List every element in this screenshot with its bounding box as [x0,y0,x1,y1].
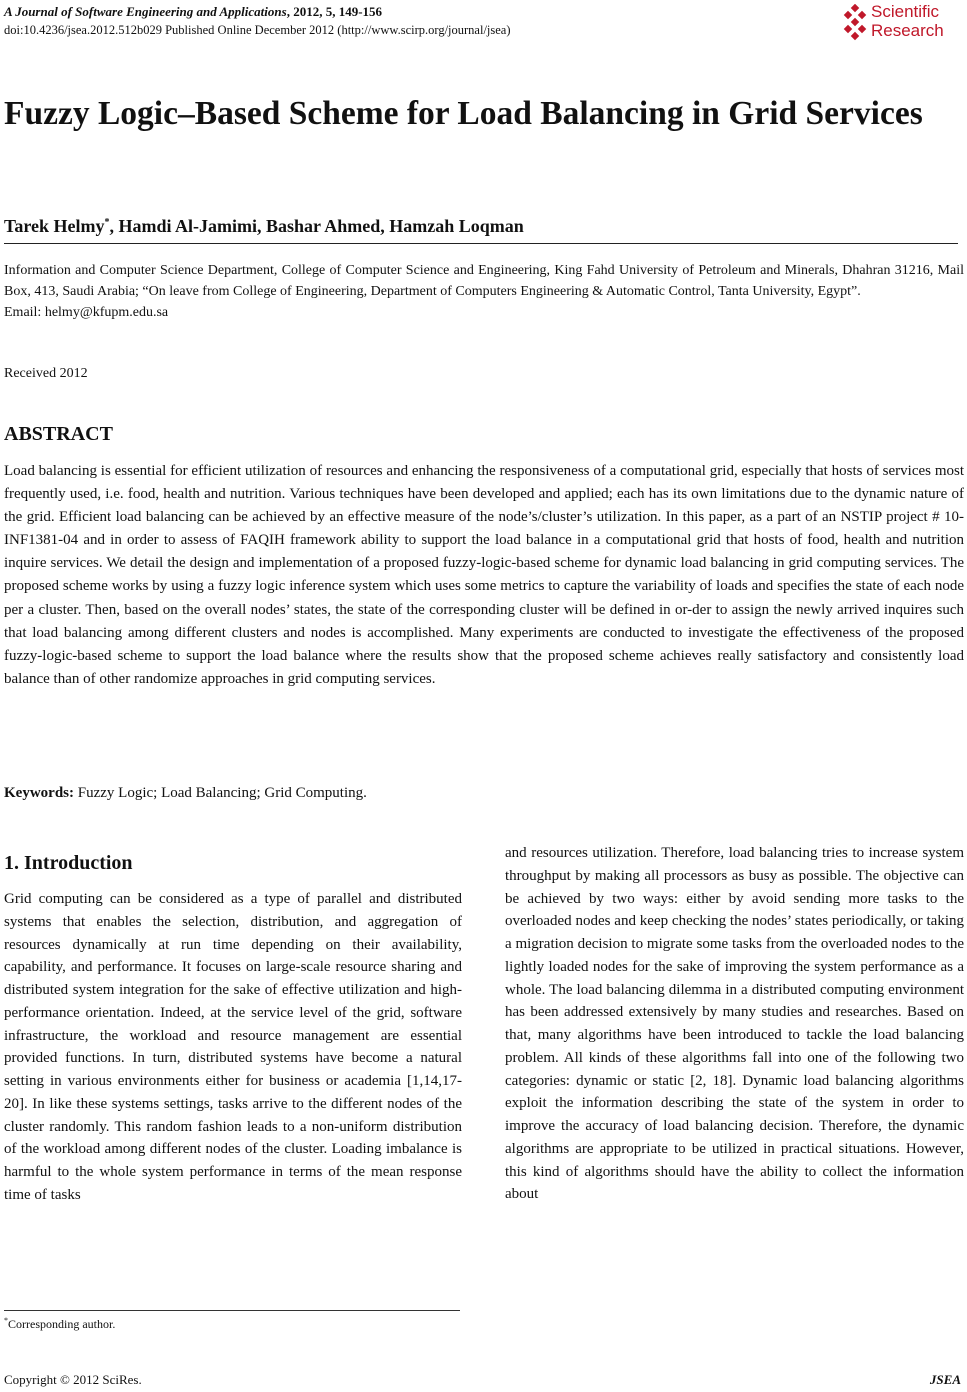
author-email: Email: helmy@kfupm.edu.sa [4,305,169,320]
footnote-mark: * [4,1316,8,1325]
section-heading-introduction: 1. Introduction [4,852,133,874]
received-date: Received 2012 [4,366,88,381]
intro-column-left: Grid computing can be considered as a type of parallel and distributed systems that enables the selection, distribution, and aggregation of resources dynamically at run time depending on their availability, capability, and performance. It focuses on large-scale resource sharing and distributed system integration for the sake of effective utilization and high-performance orientation. Indeed, at the service level of the grid, software infrastructure, the workload and resource management are essential provided functions. In turn, distributed systems have become a natural setting in various environments either for business or academia [1,14,17-20]. In like these systems settings, tasks arrive to the different nodes of the cluster randomly. This random fashion leads to a non-uniform distribution of the workload among different nodes of the cluster. Loading imbalance is harmful to the whole system performance in terms of the mean response time of tasks [4,891,462,1203]
journal-abbrev: JSEA [929,1372,961,1387]
footnote [4,1316,115,1332]
first-author: Tarek Helmy [4,216,105,236]
keywords-label: Keywords: [4,785,74,801]
author-list [4,216,524,237]
journal-citation [4,4,382,20]
footnote-divider [4,1310,460,1311]
title-divider [4,243,958,244]
publisher-logo [841,2,963,46]
affiliation [4,260,964,323]
abstract-text: Load balancing is essential for efficient utilization of resources and enhancing the responsiveness of a computational grid, especially that hosts of services most frequently used, i.e. food, health and nutrition. Various techniques have been developed and applied; each has its own limitations due to the dynamic nature of the grid. Efficient load balancing can be achieved by an effective measure of the node’s/cluster’s utilization. In this paper, as a part of an NSTIP project # 10-INF1381-04 and in order to assess of FAQIH framework ability to support the load balance in a computational grid that hosts of food, health and nutrition inquire services. We detail the design and implementation of a proposed fuzzy-logic-based scheme for dynamic load balancing in grid computing services. The proposed scheme works by using a fuzzy logic inference system which uses some metrics to capture the variability of loads and specifies the state of each node per a cluster. Then, based on the overall nodes’ states, the state of the corresponding cluster will be defined in or-der to assign the newly arrived inquires such that load balancing among different clusters and nodes is accomplished. Many experiments are conducted to investigate the effectiveness of the proposed fuzzy-logic-based scheme to support the load balance where the results show that the proposed scheme achieves really satisfactory and consistently load balance than of other randomize approaches in grid computing services. [4,463,964,687]
affiliation-text: Information and Computer Science Department, College of Computer Science and Engineering, King Fahd University of Petroleum and Minerals, Dhahran 31216, Mail Box, 413, Saudi Arabia; “On leave from College of Engineering, Department of Computers Engineering & Automatic Control, Tanta University, Egypt”. [4,263,964,299]
journal-name: A Journal of Software Engineering and Applications [4,4,287,19]
abstract [4,460,964,691]
publisher-name: Scientific Research [871,2,944,40]
doi-line: doi:10.4236/jsea.2012.512b029 Published Online December 2012 (http://www.scirp.org/journal/jsea) [4,23,511,37]
footnote-text: Corresponding author. [8,1317,116,1331]
corresponding-mark: * [104,217,110,228]
other-authors: , Hamdi Al-Jamimi, Bashar Ahmed, Hamzah Loqman [109,216,524,236]
paper-title: Fuzzy Logic–Based Scheme for Load Balancing in Grid Services [4,95,923,132]
keywords [4,785,367,802]
copyright-notice: Copyright © 2012 SciRes. [4,1372,142,1387]
journal-volume: , 2012, 5, 149-156 [286,4,383,19]
keywords-list: Fuzzy Logic; Load Balancing; Grid Computing. [74,785,367,801]
scirp-logo-icon [841,4,869,44]
abstract-heading: ABSTRACT [4,423,113,445]
intro-column-right: and resources utilization. Therefore, load balancing tries to increase system throughput by making all processors as busy as possible. The objective can be achieved by two ways: either by avoid sending more tasks to the overloaded nodes and keep checking the nodes’ states periodically, or taking a migration decision to migrate some tasks from the overloaded nodes to the lightly loaded nodes for the sake of improving the system performance as a whole. The load balancing dilemma in a distributed computing environment has been addressed extensively by many studies and researches. Based on that, many algorithms have been introduced to tackle the load balancing problem. All kinds of these algorithms fall into one of the following two categories: dynamic or static [2, 18]. Dynamic load balancing algorithms exploit the information describing the state of the system in order to improve the accuracy of load balancing decision. Therefore, the dynamic algorithms are appropriate to be utilized in practical situations. However, this kind of algorithms should have the ability to collect the information about [505,845,964,1203]
